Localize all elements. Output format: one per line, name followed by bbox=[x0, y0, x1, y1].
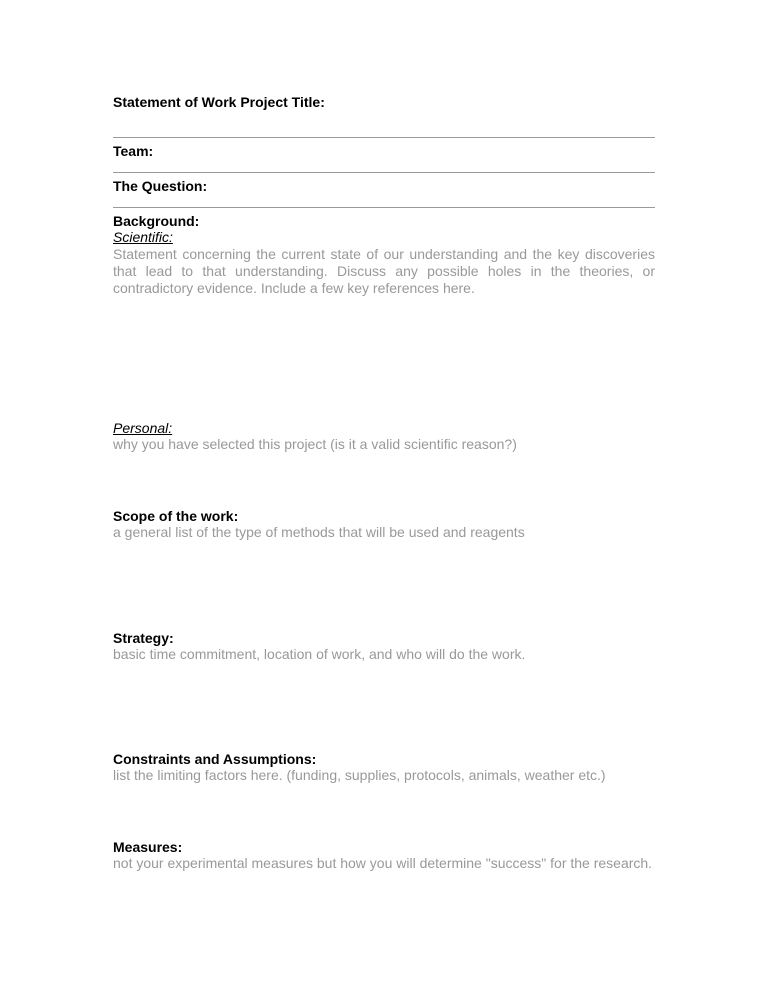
question-label: The Question: bbox=[113, 178, 208, 194]
constraints-guidance: list the limiting factors here. (funding, supplies, protocols, animals, weather etc.) bbox=[113, 767, 606, 783]
scope-guidance: a general list of the type of methods that will be used and reagents bbox=[113, 524, 525, 540]
scientific-sublabel: Scientific: bbox=[113, 229, 173, 245]
scope-label: Scope of the work: bbox=[113, 508, 239, 524]
strategy-label: Strategy: bbox=[113, 630, 174, 646]
strategy-guidance: basic time commitment, location of work, and who will do the work. bbox=[113, 646, 526, 662]
constraints-label: Constraints and Assumptions: bbox=[113, 751, 317, 767]
question-rule bbox=[113, 207, 655, 208]
measures-label: Measures: bbox=[113, 839, 183, 855]
scientific-guidance: Statement concerning the current state of our understanding and the key discoveries that lead to that understanding. Discuss any possible holes in the theories, or contradictory evidence. Include a few key references here. bbox=[113, 246, 655, 296]
project-title-rule bbox=[113, 137, 655, 138]
project-title-label: Statement of Work Project Title: bbox=[113, 94, 325, 110]
measures-guidance: not your experimental measures but how you will determine "success" for the research. bbox=[113, 855, 653, 871]
background-label: Background: bbox=[113, 213, 200, 229]
personal-guidance: why you have selected this project (is it a valid scientific reason?) bbox=[113, 436, 517, 452]
team-rule bbox=[113, 172, 655, 173]
team-label: Team: bbox=[113, 143, 154, 159]
personal-sublabel: Personal: bbox=[113, 420, 173, 436]
